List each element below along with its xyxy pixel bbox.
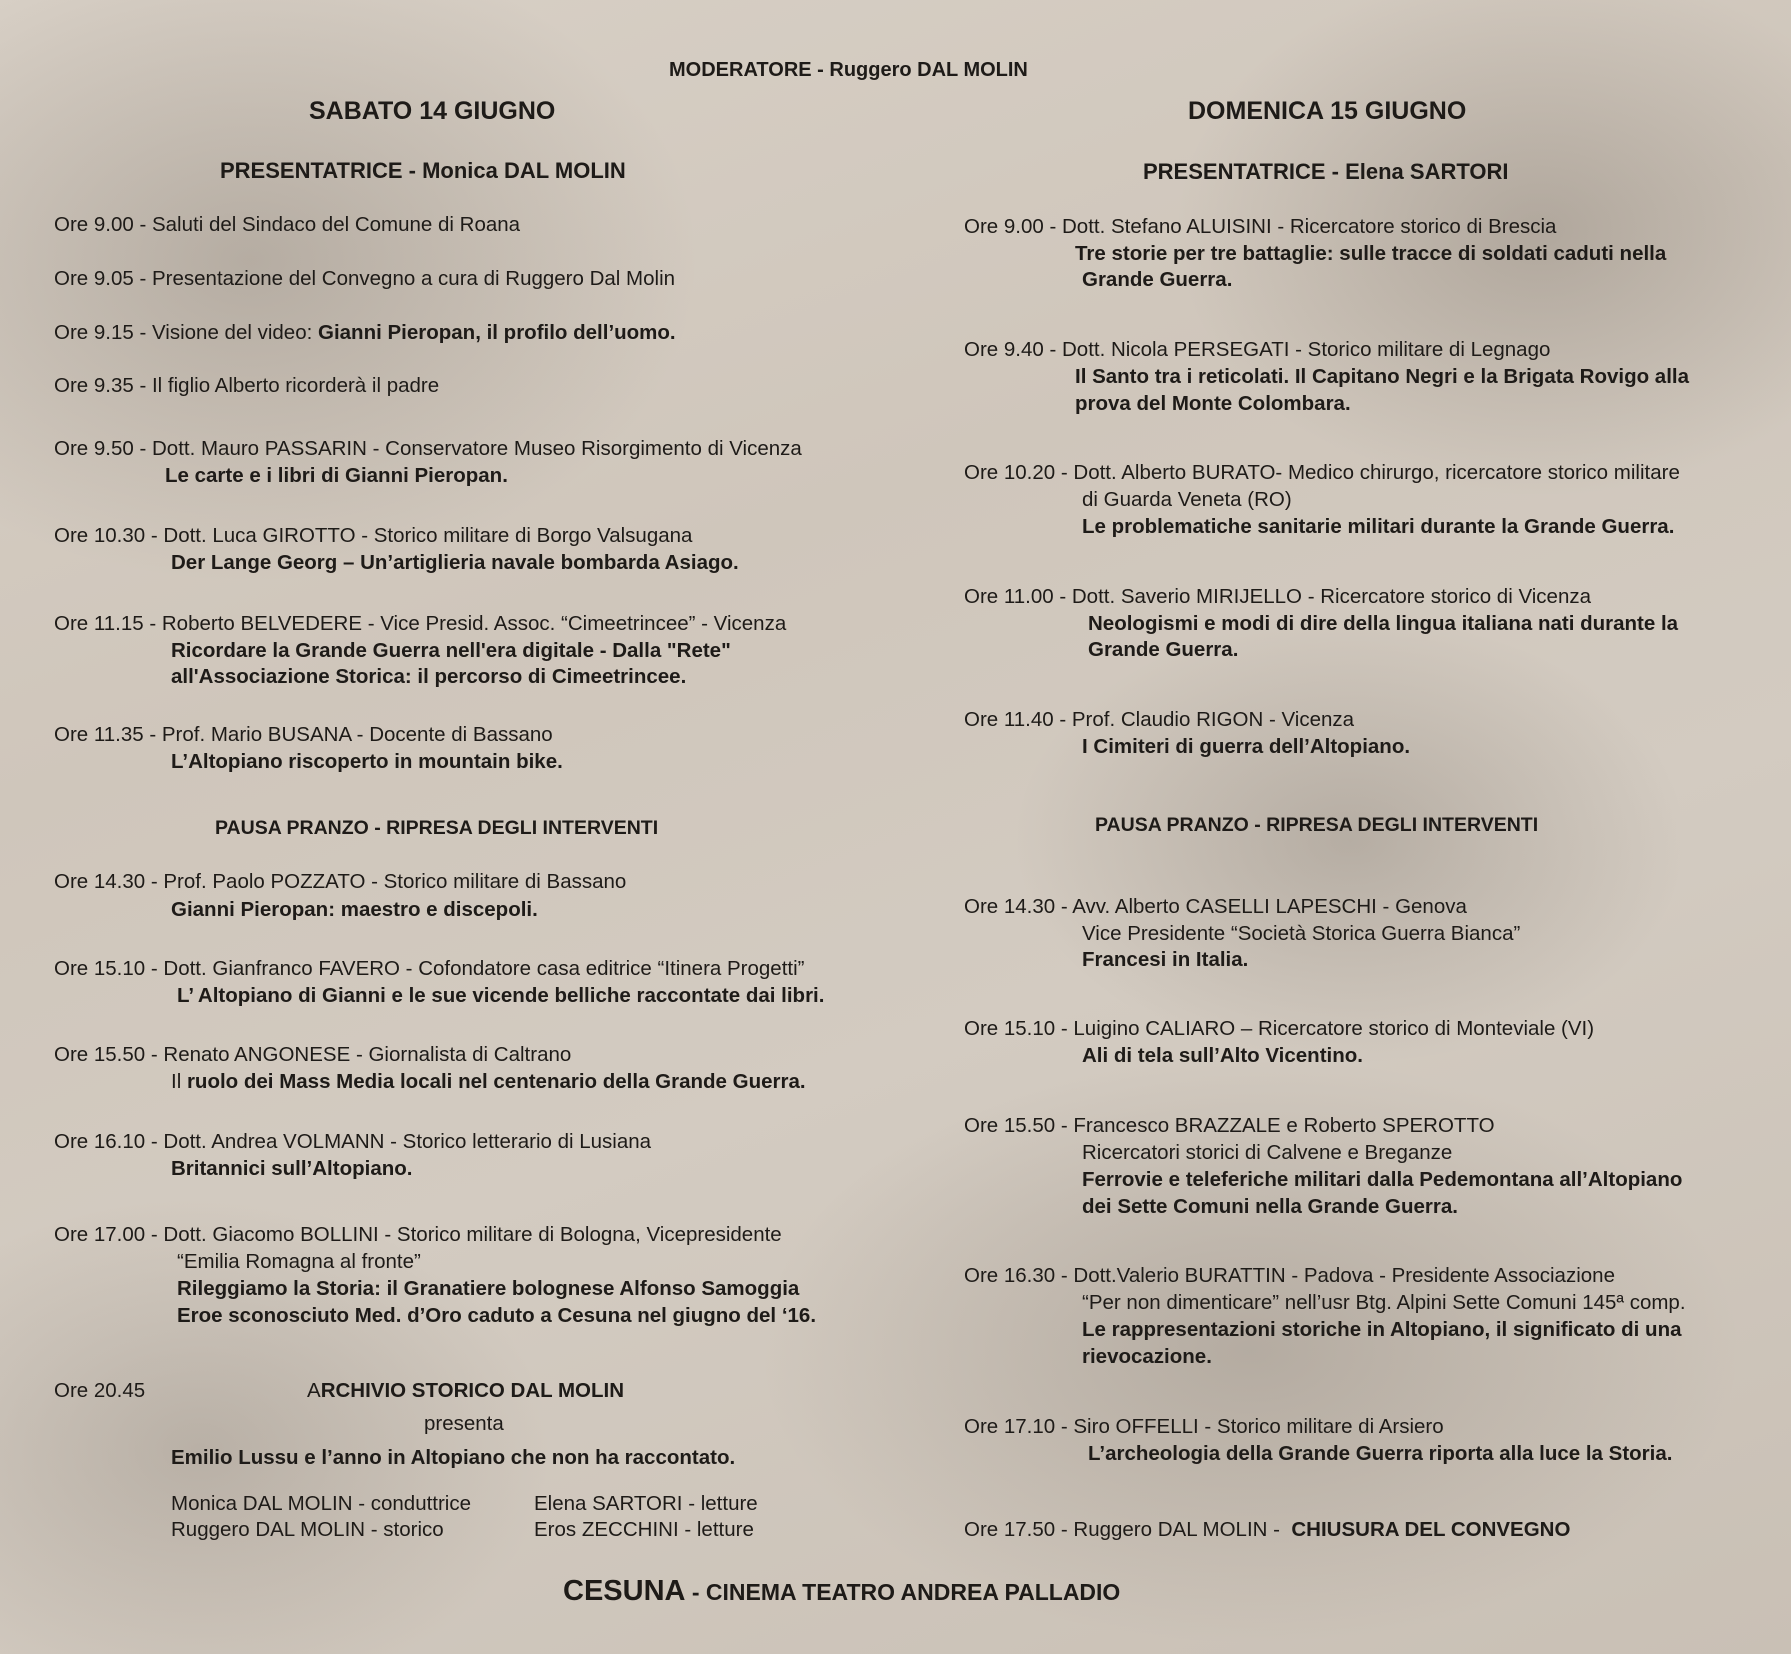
sat-talk-1115-line2: all'Associazione Storica: il percorso di Cimeetrincee. [171,665,687,688]
sun-entry-1020: Ore 10.20 - Dott. Alberto BURATO- Medico chirurgo, ricercatore storico militare [964,461,1680,484]
sat-talk-1610: Britannici sull’Altopiano. [171,1157,413,1180]
cast-ruggero: Ruggero DAL MOLIN - storico [171,1518,444,1541]
sat-entry-1135: Ore 11.35 - Prof. Mario BUSANA - Docente di Bassano [54,723,553,746]
sat-entry-1700-detail: “Emilia Romagna al fronte” [177,1250,421,1273]
sat-talk-1115-line1: Ricordare la Grande Guerra nell'era digitale - Dalla "Rete" [171,639,731,662]
sat-entry-1115: Ore 11.15 - Roberto BELVEDERE - Vice Presid. Assoc. “Cimeetrincee” - Vicenza [54,612,787,635]
talk-title-initial: Il [171,1070,187,1093]
cast-elena: Elena SARTORI - letture [534,1492,758,1515]
sat-entry-0900: Ore 9.00 - Saluti del Sindaco del Comune di Roana [54,213,521,236]
archive-name [307,1377,624,1404]
sun-entry-0940: Ore 9.40 - Dott. Nicola PERSEGATI - Storico militare di Legnago [964,338,1551,361]
sun-entry-1430-detail: Vice Presidente “Società Storica Guerra Bianca” [1082,922,1521,945]
sun-talk-1630-line2: rievocazione. [1082,1345,1212,1368]
sat-talk-1700-line2: Eroe sconosciuto Med. d’Oro caduto a Cesuna nel giugno del ‘16. [177,1304,817,1327]
sunday-title: DOMENICA 15 GIUGNO [1188,97,1467,125]
sat-entry-1550: Ore 15.50 - Renato ANGONESE - Giornalista di Caltrano [54,1043,572,1066]
sat-entry-2045-time: Ore 20.45 [54,1379,146,1402]
sat-entry-0905: Ore 9.05 - Presentazione del Convegno a cura di Ruggero Dal Molin [54,267,676,290]
sun-entry-1750 [964,1516,1570,1543]
sun-talk-0940-line2: prova del Monte Colombara. [1075,392,1351,415]
sat-talk-1430: Gianni Pieropan: maestro e discepoli. [171,898,538,921]
moderator-line: MODERATORE - Ruggero DAL MOLIN [669,59,1028,81]
entry-text: Ore 9.15 - Visione del video: [54,321,318,344]
venue-name: - CINEMA TEATRO ANDREA PALLADIO [685,1579,1121,1605]
entry-text: Ore 17.50 - Ruggero DAL MOLIN - [964,1518,1292,1541]
sun-talk-1710: L’archeologia della Grande Guerra riporta alla luce la Storia. [1088,1442,1673,1465]
sun-lunch-break: PAUSA PRANZO - RIPRESA DEGLI INTERVENTI [1095,814,1539,836]
saturday-title: SABATO 14 GIUGNO [309,97,556,125]
sat-lunch-break: PAUSA PRANZO - RIPRESA DEGLI INTERVENTI [215,817,659,839]
talk-title: ruolo dei Mass Media locali nel centenario della Grande Guerra. [186,1070,806,1093]
venue-footer [563,1573,1120,1610]
sun-entry-1100: Ore 11.00 - Dott. Saverio MIRIJELLO - Ricercatore storico di Vicenza [964,585,1592,608]
sat-talk-0950: Le carte e i libri di Gianni Pieropan. [165,464,508,487]
closing-label: CHIUSURA DEL CONVEGNO [1291,1518,1571,1541]
sun-talk-1630-line1: Le rappresentazioni storiche in Altopiano, il significato di una [1082,1318,1682,1341]
sat-talk-1550 [171,1068,806,1095]
sat-entry-1610: Ore 16.10 - Dott. Andrea VOLMANN - Storico letterario di Lusiana [54,1130,652,1153]
sun-talk-1430: Francesi in Italia. [1082,948,1249,971]
sunday-presenter: PRESENTATRICE - Elena SARTORI [1143,159,1509,184]
sun-entry-1430: Ore 14.30 - Avv. Alberto CASELLI LAPESCHI - Genova [964,895,1467,918]
sun-entry-1550-detail: Ricercatori storici di Calvene e Breganze [1082,1141,1453,1164]
sat-talk-1135: L’Altopiano riscoperto in mountain bike. [171,750,563,773]
archive-label: RCHIVIO STORICO DAL MOLIN [320,1379,625,1402]
sat-entry-0950: Ore 9.50 - Dott. Mauro PASSARIN - Conservatore Museo Risorgimento di Vicenza [54,437,802,460]
sat-entry-1430: Ore 14.30 - Prof. Paolo POZZATO - Storico militare di Bassano [54,870,627,893]
sat-entry-1700: Ore 17.00 - Dott. Giacomo BOLLINI - Storico militare di Bologna, Vicepresidente [54,1223,782,1246]
sun-talk-1550-line2: dei Sette Comuni nella Grande Guerra. [1082,1195,1458,1218]
sun-entry-1630-detail: “Per non dimenticare” nell’usr Btg. Alpini Sette Comuni 145ª comp. [1082,1291,1686,1314]
presents-label: presenta [424,1412,504,1435]
archive-initial: A [307,1379,321,1402]
sun-talk-1140: I Cimiteri di guerra dell’Altopiano. [1082,735,1411,758]
sun-entry-1020-detail: di Guarda Veneta (RO) [1082,488,1292,511]
sat-entry-0935: Ore 9.35 - Il figlio Alberto ricorderà il padre [54,374,440,397]
sun-talk-0900-line2: Grande Guerra. [1082,268,1233,291]
sun-talk-0900-line1: Tre storie per tre battaglie: sulle tracce di soldati caduti nella [1075,242,1667,265]
cast-eros: Eros ZECCHINI - letture [534,1518,754,1541]
saturday-presenter: PRESENTATRICE - Monica DAL MOLIN [220,158,626,183]
sun-talk-1510: Ali di tela sull’Alto Vicentino. [1082,1044,1363,1067]
sun-talk-1100-line1: Neologismi e modi di dire della lingua italiana nati durante la [1088,612,1679,635]
cast-monica: Monica DAL MOLIN - conduttrice [171,1492,472,1515]
sat-entry-1030: Ore 10.30 - Dott. Luca GIROTTO - Storico militare di Borgo Valsugana [54,524,693,547]
sun-entry-1550: Ore 15.50 - Francesco BRAZZALE e Roberto SPEROTTO [964,1114,1495,1137]
sun-talk-0940-line1: Il Santo tra i reticolati. Il Capitano Negri e la Brigata Rovigo alla [1075,365,1689,388]
venue-town: CESUNA [563,1575,686,1607]
sat-talk-1030: Der Lange Georg – Un’artiglieria navale bombarda Asiago. [171,551,739,574]
sun-entry-1630: Ore 16.30 - Dott.Valerio BURATTIN - Padova - Presidente Associazione [964,1264,1615,1287]
sun-talk-1550-line1: Ferrovie e teleferiche militari dalla Pedemontana all’Altopiano [1082,1168,1683,1191]
sat-talk-1700-line1: Rileggiamo la Storia: il Granatiere bolognese Alfonso Samoggia [177,1277,800,1300]
sat-talk-1510: L’ Altopiano di Gianni e le sue vicende belliche raccontate dai libri. [177,984,825,1007]
sun-talk-1100-line2: Grande Guerra. [1088,638,1239,661]
sat-talk-2045: Emilio Lussu e l’anno in Altopiano che non ha raccontato. [171,1446,736,1469]
sun-entry-1510: Ore 15.10 - Luigino CALIARO – Ricercatore storico di Monteviale (VI) [964,1017,1595,1040]
sun-entry-1140: Ore 11.40 - Prof. Claudio RIGON - Vicenza [964,708,1355,731]
sat-entry-0915 [54,319,676,346]
sat-entry-1510: Ore 15.10 - Dott. Gianfranco FAVERO - Cofondatore casa editrice “Itinera Progetti” [54,957,805,980]
sun-entry-0900: Ore 9.00 - Dott. Stefano ALUISINI - Ricercatore storico di Brescia [964,215,1557,238]
talk-title: Gianni Pieropan, il profilo dell’uomo. [318,321,676,344]
sun-talk-1020: Le problematiche sanitarie militari durante la Grande Guerra. [1082,515,1675,538]
sun-entry-1710: Ore 17.10 - Siro OFFELLI - Storico militare di Arsiero [964,1415,1444,1438]
